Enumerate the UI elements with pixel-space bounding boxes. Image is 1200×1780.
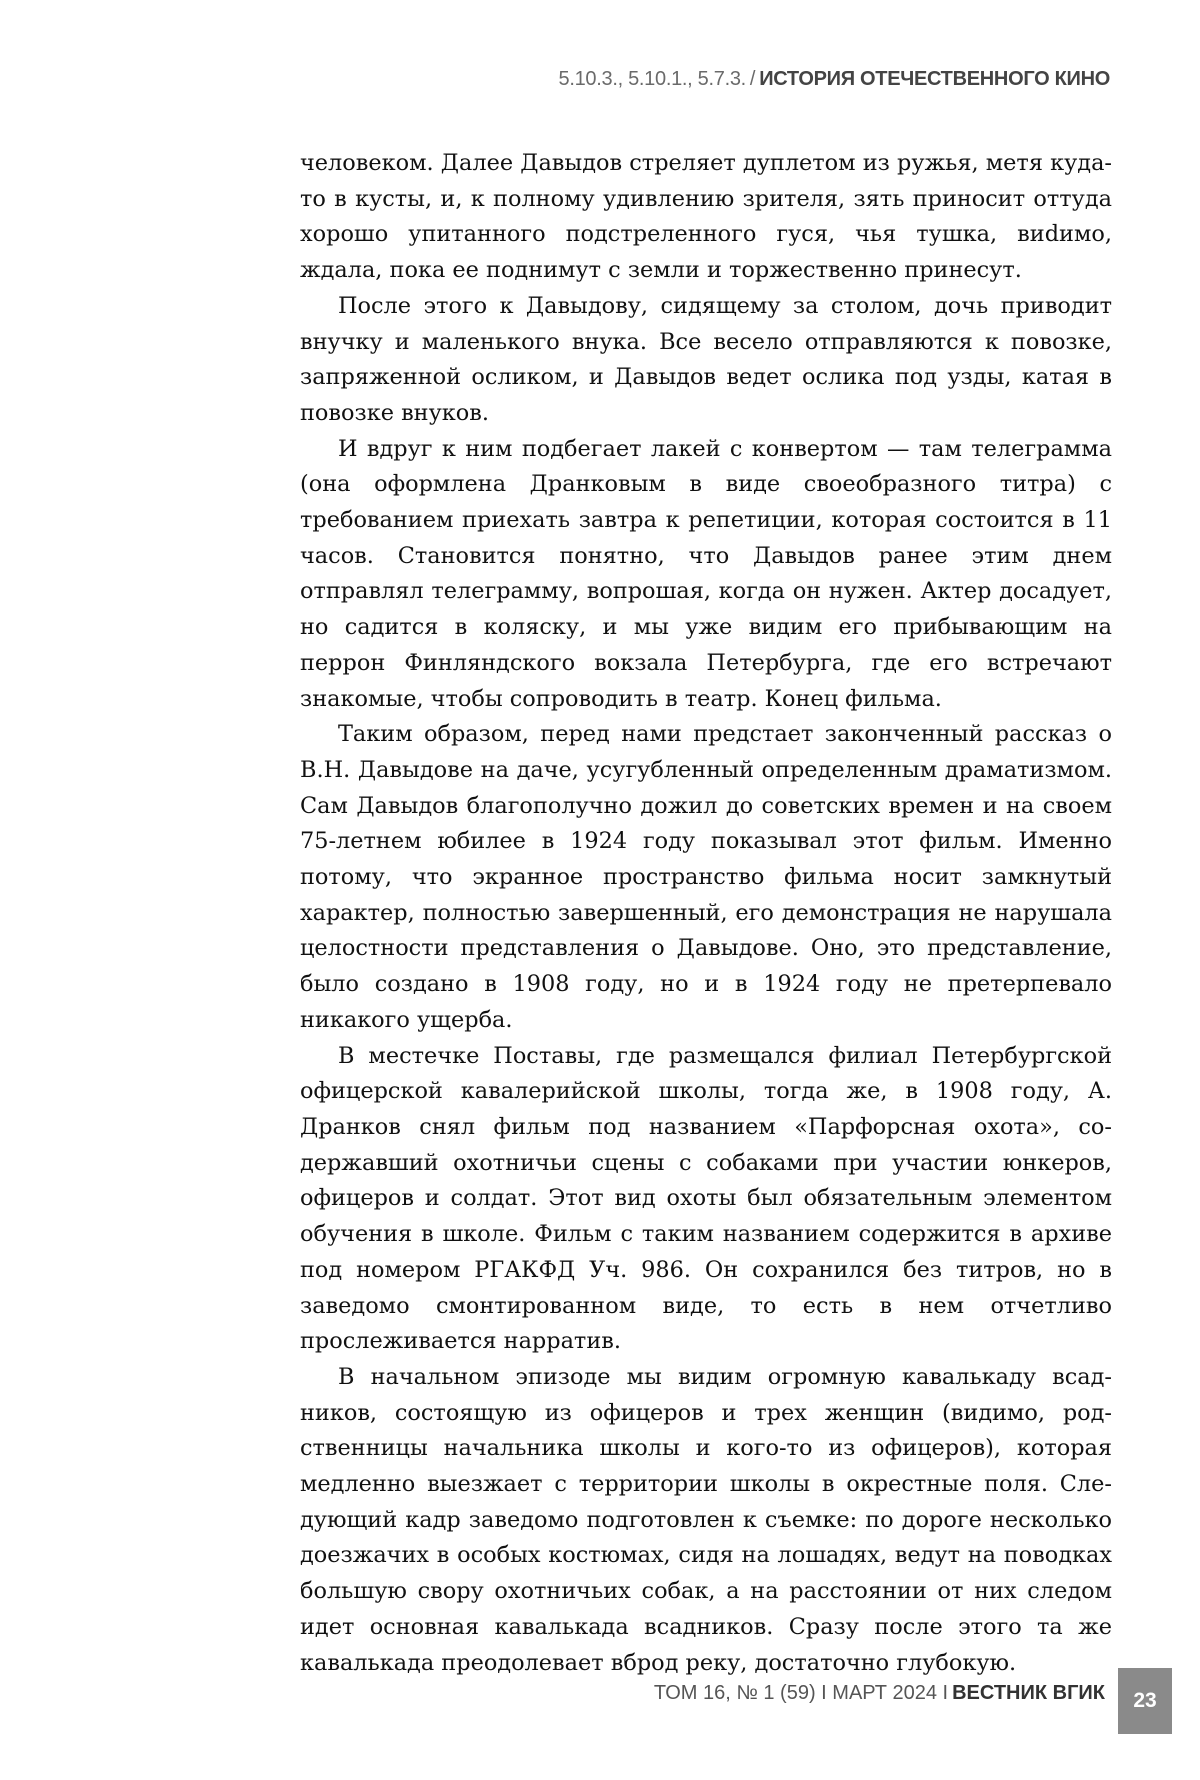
footer-journal-title: ВЕСТНИК ВГИК bbox=[952, 1682, 1105, 1705]
header-codes: 5.10.3., 5.10.1., 5.7.3. bbox=[559, 68, 746, 90]
paragraph: Таким образом, перед нами предстает законченный рассказ о В.Н. Давыдове на даче, усугубленный определенным драма­тизмом. Сам Давыдов благополучно дожил до советских времен и на своем 75-летнем юбилее в 1924 году показывал этот фильм. Именно потому, что экранное пространство фильма носит зам­кнутый характер, полностью завершенный, его демонстрация не нарушала целостности представления о Давыдове. Оно, это представление, было создано в 1908 году, но и в 1924 году не претерпевало никакого ущерба. bbox=[300, 717, 1112, 1038]
paragraph: человеком. Далее Давыдов стреляет дуплетом из ружья, метя куда-то в кусты, и, к полному удивлению зрителя, зять приносит оттуда хорошо упитанного подстреленного гуся, чья тушка, ви­dимо, ждала, пока ее поднимут с земли и торжественно принесут. bbox=[300, 146, 1112, 289]
running-header bbox=[559, 68, 1110, 91]
footer-issue: ТОМ 16, № 1 (59) I МАРТ 2024 I bbox=[654, 1682, 948, 1705]
header-separator: / bbox=[750, 68, 755, 90]
paragraph: И вдруг к ним подбегает лакей с конвертом — там телеграм­ма (она оформлена Дранковым в виде своеобразного титра) с требованием приехать завтра к репетиции, которая состоится в 11 часов. Становится понятно, что Давыдов ранее этим днем отправлял телеграмму, вопрошая, когда он нужен. Актер доса­дует, но садится в коляску, и мы уже видим его прибывающим на перрон Финляндского вокзала Петербурга, где его встречают знакомые, чтобы сопроводить в театр. Конец фильма. bbox=[300, 432, 1112, 718]
running-footer bbox=[654, 1668, 1105, 1718]
header-section-title: ИСТОРИЯ ОТЕЧЕСТВЕННОГО КИНО bbox=[759, 68, 1110, 90]
paragraph: В местечке Поставы, где размещался филиал Петербург­ской офицерской кавалерийской школы, тогда же, в 1908 году, А. Дранков снял фильм под названием «Парфорсная охота», со­державший охотничьи сцены с собаками при участии юнкеров, офицеров и солдат. Этот вид охоты был обязательным элемен­том обучения в школе. Фильм с таким названием содержится в архиве под номером РГАКФД Уч. 986. Он сохранился без ти­тров, но в заведомо смонтированном виде, то есть в нем отчет­ливо прослеживается нарратив. bbox=[300, 1039, 1112, 1360]
paragraph: После этого к Давыдову, сидящему за столом, дочь приводит внучку и маленького внука. Все весело отправляются к повозке, запряженной осликом, и Давыдов ведет ослика под узды, катая в повозке внуков. bbox=[300, 289, 1112, 432]
page-number: 23 bbox=[1118, 1668, 1172, 1734]
paragraph: В начальном эпизоде мы видим огромную кавалькаду всад­ников, состоящую из офицеров и трех женщин (видимо, род­ственницы начальника школы и кого-то из офицеров), которая медленно выезжает с территории школы в окрестные поля. Сле­дующий кадр заведомо подготовлен к съемке: по дороге несколь­ко доезжачих в особых костюмах, сидя на лошадях, ведут на по­водках большую свору охотничьих собак, а на расстоянии от них следом идет основная кавалькада всадников. Сразу после этого та же кавалькада преодолевает вброд реку, достаточно глубокую. bbox=[300, 1360, 1112, 1681]
article-body bbox=[300, 146, 1112, 1681]
